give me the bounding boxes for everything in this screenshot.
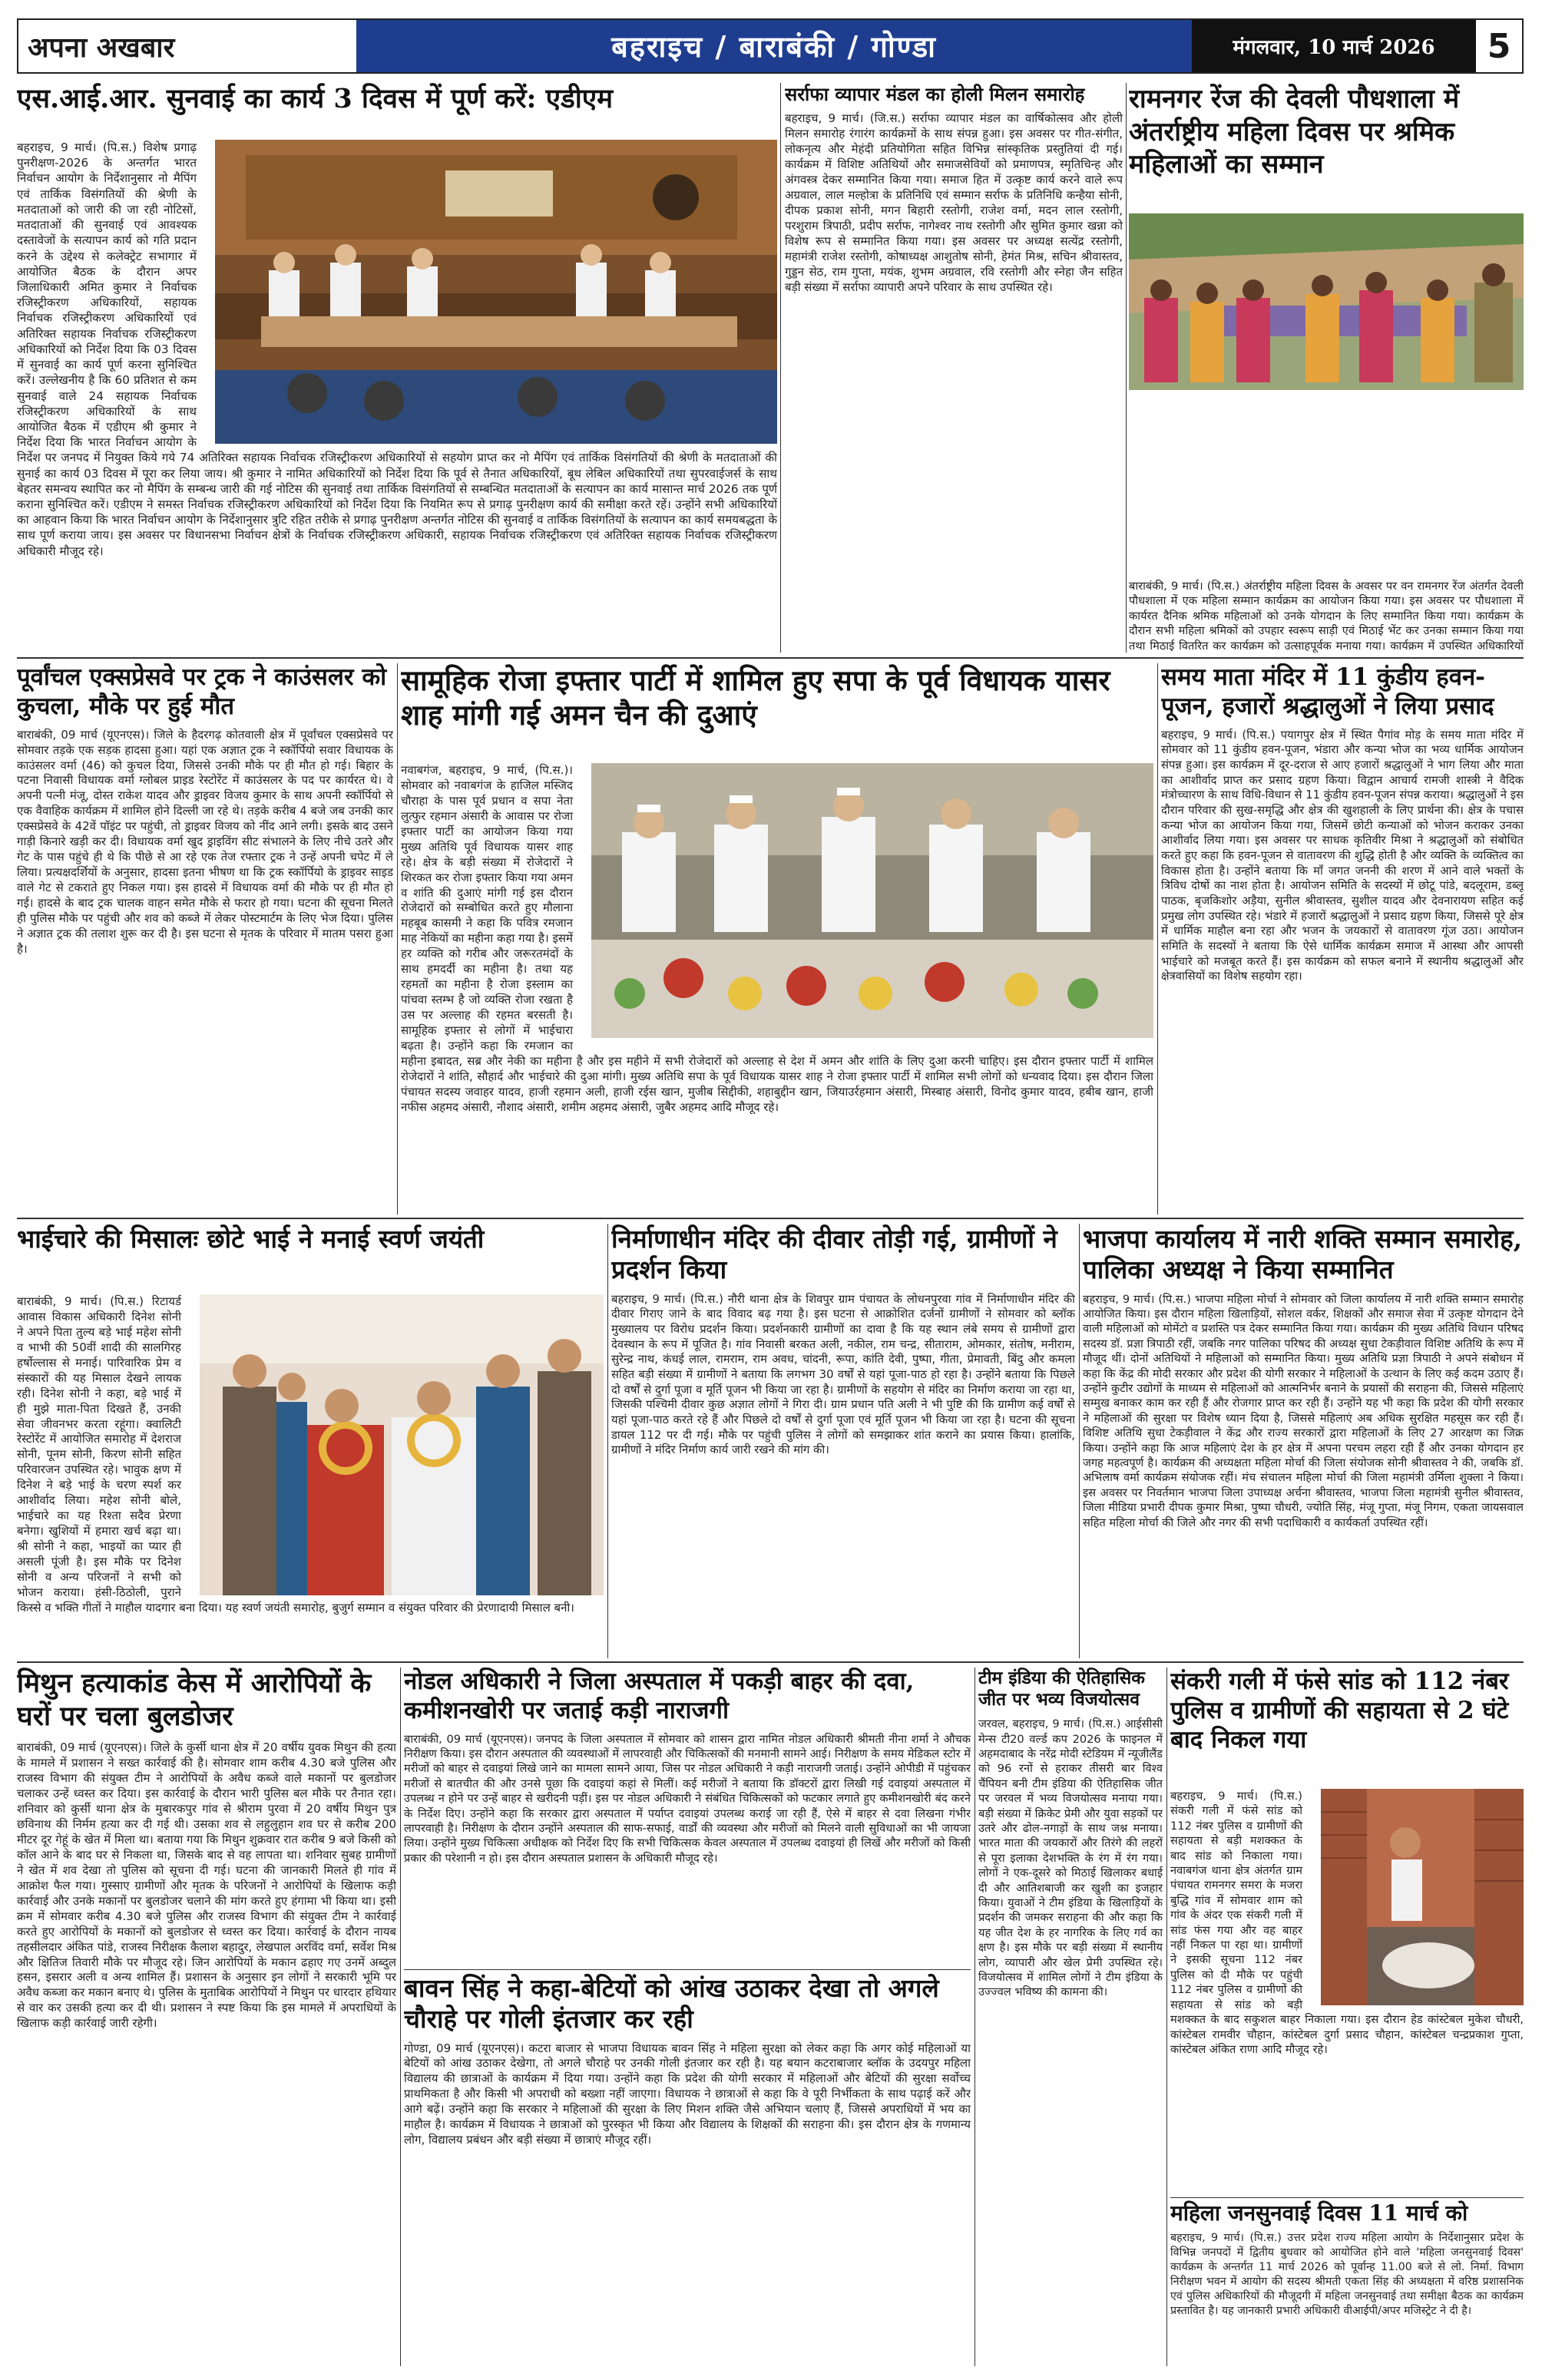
- headline: सामूहिक रोजा इफ्तार पार्टी में शामिल हुए सपा के पूर्व विधायक यासर शाह मांगी गई अमन चैन की दुआएं: [401, 663, 1110, 732]
- headline: भाईचारे की मिसालः छोटे भाई ने मनाई स्वर्ण जयंती: [17, 1224, 485, 1254]
- article-ramnagar-womens-day: [1129, 83, 1524, 653]
- headline: टीम इंडिया की ऐतिहासिक जीत पर भव्य विजयोत्सव: [978, 1668, 1145, 1711]
- article-golden-jubilee: [17, 1224, 604, 1658]
- headline: भाजपा कार्यालय में नारी शक्ति सम्मान समारोह, पालिका अध्यक्ष ने किया सम्मानित: [1083, 1224, 1523, 1285]
- headline: महिला जनसुनवाई दिवस 11 मार्च को: [1170, 2200, 1468, 2226]
- column-rule: [607, 1224, 608, 1658]
- divider: [1170, 2197, 1524, 2198]
- photo-spacer: [204, 140, 777, 448]
- masthead: [17, 18, 1524, 74]
- divider: [17, 1661, 1524, 1663]
- headline: नोडल अधिकारी ने जिला अस्पताल में पकड़ी बाहर की दवा, कमीशनखोरी पर जताई कड़ी नाराजगी: [404, 1668, 915, 1724]
- article-samay-mata-havan: [1161, 663, 1524, 1216]
- article-body: बहराइच, 9 मार्च। (पि.स.) संकरी गली में फंसे सांड को 112 नंबर पुलिस व ग्रामीणों की सहायता से बड़ी मशक्कत के बाद सांड को निकाला गया। नवाबगंज थाना क्षेत्र अंतर्गत ग्राम पंचायत रामनगर समरा के मजरा बुद्धि गांव में सोमवार शाम को गांव के अंदर एक संकरी गली में सांड फंस गया और वह बाहर नहीं निकल पा रहा था। ग्रामीणों ने इसकी सूचना 112 नंबर पुलिस को दी मौके पर पहुंची 112 नंबर पुलिस व ग्रामीणों की सहायता से सांड को बड़ी मशक्कत के बाद सकुशल बाहर निकाला गया। इस दौरान हेड कांस्टेबल मुकेश चौधरी, कांस्टेबल रामवीर चौहान, कांस्टेबल दुर्गा प्रसाद चौहान, कांस्टेबल चन्द्रप्रकाश गुप्ता, कांस्टेबल अंकित राणा आदि मौजूद रहे।: [1170, 1790, 1524, 2056]
- article-body: बहराइच, 9 मार्च। (पि.स.) उत्तर प्रदेश राज्य महिला आयोग के निर्देशानुसार प्रदेश के विभिन्न जनपदों में द्वितीय बुधवार को आयोजित होने वाले 'महिला जनसुनवाई दिवस' कार्यक्रम के अन्तर्गत 11 मार्च 2026 को पूर्वान्ह 11.00 बजे से लो. निर्मा. विभाग निरीक्षण भवन में आयोग की सदस्य श्रीमती एकता सिंह की अध्यक्षता में वरिष्ठ प्रशासनिक एवं पुलिस अधिकारियों की मौजूदगी में महिला जनसुनवाई तथा समीक्षा बैठक का कार्यक्रम प्रस्तावित है। यह जानकारी प्रभारी अधिकारी वीआईपी/अपर मजिस्ट्रेट ने दी है।: [1170, 2232, 1524, 2317]
- column-rule: [1079, 1224, 1080, 1658]
- article-body: बहराइच, 9 मार्च। (पि.स.) नौरी थाना क्षेत्र के शिवपुर ग्राम पंचायत के लोधनपुरवा गांव में निर्माणाधीन मंदिर की दीवार गिराए जाने के बाद विवाद बढ़ गया है। इस घटना से आक्रोशित दर्जनों ग्रामीणों ने सोमवार को ब्लॉक मुख्यालय पर विरोध प्रदर्शन किया। प्रदर्शनकारी ग्रामीणों का दावा है कि यह स्थान लंबे समय से ग्रामीणों द्वारा देवस्थान के रूप में पूजित है। गांव निवासी बरकत अली, नकील, राम चन्द्र, सीताराम, ओमकार, संतोष, मनीराम, सुरेन्द्र नाथ, कंधई लाल, रामराम, राम अवध, चांदनी, रूपा, कांति देवी, पुष्पा, गीता, प्रेमावती, बिंदु और कमला सहित बड़ी संख्या में ग्रामीणों ने बताया कि लगभग 30 वर्षों से यहां पूजा-पाठ हो रहा है। उन्होंने बताया कि पिछले दो वर्षों से दुर्गा पूजा व मूर्ति पूजन भी किया जा रहा है। ग्रामीणों के सहयोग से मंदिर का निर्माण कराया जा रहा था, जिसकी पश्चिमी दीवार कुछ अज्ञात लोगों ने गिरा दी। ग्राम प्रधान पति अली ने भी पुष्टि की कि ग्रामीण कई वर्षों से यहां पूजा-पाठ करते रहे हैं और पिछले दो वर्षों से दुर्गा पूजा एवं मूर्ति पूजन भी किया जा रहा है। घटना की सूचना डायल 112 पर दी गई। मौके पर पहुंची पुलिस ने लोगों को समझाकर शांत कराने का प्रयास किया। हालांकि, ग्रामीणों ने मंदिर निर्माण कार्य जारी रखने की मांग की।: [611, 1292, 1075, 1457]
- article-mithun-bulldozer: [17, 1668, 396, 2366]
- headline: निर्माणाधीन मंदिर की दीवार तोड़ी गई, ग्रामीणों ने प्रदर्शन किया: [611, 1224, 1057, 1285]
- issue-date: मंगलवार, 10 मार्च 2026: [1192, 20, 1476, 72]
- headline: रामनगर रेंज की देवली पौधशाला में अंतर्राष्ट्रीय महिला दिवस पर श्रमिक महिलाओं का सम्मान: [1129, 84, 1460, 180]
- article-body: नवाबगंज, बहराइच, 9 मार्च, (पि.स.)। सोमवार को नवाबगंज के हाजिल मस्जिद चौराहा के पास पूर्व प्रधान व सपा नेता लुत्फुर रहमान अंसारी के आवास पर रोजा इफ्तार पार्टी का आयोजन किया गया मुख्य अतिथि पूर्व विधायक यासर शाह रहे। क्षेत्र के बड़ी संख्या में रोजेदारों ने शिरकत कर रोजा इफ्तार किया गया अमन व शांति की दुआएं मांगी गई इस दौरान रोजेदारों को सम्बोधित करते हुए मौलाना महबूब कासमी ने कहा कि पवित्र रमजान माह नेकियों का महीना कहा गया है। इसमें हर व्यक्ति को गरीब और जरूरतमंदों के साथ हमदर्दी का महीना है। तथा यह रहमतों का महीना है रोजा इस्लाम का पांचवा स्तम्भ है जो व्यक्ति रोजा रखता है उस पर अल्लाह की रहमत बरसती है। सामूहिक इफ्तार से लोगों में भाईचारा बढ़ता है। उन्होंने कहा कि रमजान का महीना इबादत, सब्र और नेकी का महीना है और इस महीने में सभी रोजेदारों को अल्लाह से देश में अमन और शांति के लिए दुआ करनी चाहिए। इस दौरान इफ्तार पार्टी में शामिल रोजेदारों ने शांति, सौहार्द और भाईचारे की दुआ मांगी। मुख्य अतिथि सपा के पूर्व विधायक यासर शाह ने रोजा इफ्तार पार्टी में शामिल सभी लोगों को धन्यवाद दिया। इस दौरान जिला पंचायत सदस्य जवाहर यादव, हाजी रहमान अली, हाजी रईस खान, मुजीब सिद्दीकी, शहाबुद्दीन खान, जियाउर्रहमान अंसारी, मिस्बाह अंसारी, विनोद कुमार यादव, हबीब खान, हाजी नफीस अहमद अंसारी, नौशाद अंसारी, शमीम अहमद अंसारी, जुबैर अहमद आदि मौजूद रहे।: [401, 763, 1153, 1114]
- article-expressway-accident: [17, 663, 393, 1216]
- article-temple-wall: [611, 1224, 1075, 1658]
- column-rule: [1157, 663, 1158, 1215]
- page-number: 5: [1487, 26, 1511, 66]
- article-sarrafa-holi: [785, 83, 1123, 653]
- article-iftar-party: [401, 663, 1153, 1216]
- photo-spacer: [581, 763, 1153, 1043]
- article-nari-shakti: [1083, 1224, 1524, 1658]
- paper-name: अपना अखबार: [28, 31, 175, 64]
- article-body: बाराबंकी, 9 मार्च। (पि.स.) अंतर्राष्ट्रीय महिला दिवस के अवसर पर वन रामनगर रेंज अंतर्गत देवली पौधशाला में एक महिला सम्मान कार्यक्रम का आयोजन किया गया। इस अवसर पर पौधशाला में कार्यरत दैनिक श्रमिक महिलाओं को उनके योगदान के लिए सम्मानित किया गया। कार्यक्रम के दौरान सभी महिला श्रमिकों को उपहार स्वरूप साड़ी एवं मिठाई भेंट कर उनका सम्मान किया गया तथा मिठाई वितरित कर कार्यक्रम को उत्साहपूर्वक मनाया गया। कार्यक्रम में उपस्थित अधिकारियों: [1129, 398, 1524, 653]
- article-body: बाराबंकी, 09 मार्च (यूएनएस)। जनपद के जिला अस्पताल में सोमवार को शासन द्वारा नामित नोडल अधिकारी श्रीमती नीना शर्मा ने औचक निरीक्षण किया। इस दौरान अस्पताल की व्यवस्थाओं में लापरवाही और चिकित्सकों की मनमानी सामने आई। निरीक्षण के समय मेडिकल स्टोर में मरीजों को बाहर से दवाइयां लिखे जाने का मामला सामने आया, जिस पर नोडल अधिकारी ने कड़ी नाराजगी जताई। उन्होंने ओपीडी में पहुंचकर मरीजों से बातचीत की और उनसे पूछा कि दवाइयां कहां से मिलीं। कई मरीजों ने बताया कि डॉक्टरों द्वारा लिखी गई दवाइयां अस्पताल में उपलब्ध न होने पर उन्हें बाहर से खरीदनी पड़ीं। इस पर नोडल अधिकारी ने संबंधित चिकित्सकों को फटकार लगाते हुए कमीशनखोरी बंद करने के निर्देश दिए। उन्होंने कहा कि सरकार द्वारा अस्पताल में पर्याप्त दवाइयां उपलब्ध कराई जा रही हैं, ऐसे में बाहर से दवा लिखना गंभीर लापरवाही है। निरीक्षण के दौरान उन्होंने अस्पताल की साफ-सफाई, वार्डों की व्यवस्था और मरीजों को मिलने वाली सुविधाओं का भी जायजा लिया। उन्होंने मुख्य चिकित्सा अधीक्षक को निर्देश दिए कि सभी चिकित्सक केवल अस्पताल में उपलब्ध दवाइयां ही लिखें और मरीजों को किसी प्रकार की परेशानी न हो। इस दौरान अस्पताल प्रशासन के अधिकारी मौजूद रहे।: [404, 1732, 971, 1865]
- headline: सर्राफा व्यापार मंडल का होली मिलन समारोह: [785, 83, 1085, 105]
- headline: समय माता मंदिर में 11 कुंडीय हवन-पूजन, हजारों श्रद्धालुओं ने लिया प्रसाद: [1161, 663, 1494, 720]
- photo-spacer: [189, 1294, 604, 1600]
- headline: मिथुन हत्याकांड केस में आरोपियों के घरों पर चला बुलडोजर: [17, 1668, 372, 1732]
- article-body: बाराबंकी, 9 मार्च। (पि.स.) रिटायर्ड आवास विकास अधिकारी दिनेश सोनी ने अपने पिता तुल्य बड़े भाई महेश सोनी व भाभी की 50वीं शादी की सालगिरह हर्षोल्लास से मनाई। पारिवारिक प्रेम व संस्कारों की यह मिसाल देखने लायक रही। दिनेश सोनी ने कहा, बड़े भाई में ही मुझे माता-पिता दिखते हैं, उनकी सेवा जीवनभर करता रहूंगा। क्वालिटी रेस्टोरेंट में आयोजित समारोह में देशराज सोनी, पूनम सोनी, किरण सोनी सहित परिवारजन उपस्थित रहे। भावुक क्षण में दिनेश ने बड़े भाई के चरण स्पर्श कर आशीर्वाद लिया। महेश सोनी बोले, भाईचारे का यह रिश्ता सदैव प्रेरणा बनेगा। खुशियों में हमारा खर्च बढ़ा था। श्री सोनी ने कहा, भाइयों का प्यार ही असली पूंजी है। इस मौके पर दिनेश सोनी व अन्य परिजनों ने सभी को भोजन कराया। हंसी-ठिठोली, पुराने किस्से व भक्ति गीतों ने माहौल यादगार बना दिया। यह स्वर्ण जयंती समारोह, बुजुर्ग सम्मान व संयुक्त परिवार की प्रेरणादायी मिसाल बनी।: [17, 1294, 604, 1616]
- photo-spacer: [1310, 1789, 1524, 2010]
- women-honour-photo: [1129, 213, 1524, 390]
- article-team-india: [978, 1668, 1163, 2366]
- article-body: जरवल, बहराइच, 9 मार्च। (पि.स.) आईसीसी मेन्स टी20 वर्ल्ड कप 2026 के फाइनल में अहमदाबाद के नरेंद्र मोदी स्टेडियम में न्यूजीलैंड को 96 रनों से हराकर तीसरी बार विश्व चैंपियन बनी टीम इंडिया की ऐतिहासिक जीत पर जरवल में भव्य विजयोत्सव मनाया गया। बड़ी संख्या में क्रिकेट प्रेमी और युवा सड़कों पर उतरे और ढोल-नगाड़ों के साथ जश्न मनाया। भारत माता की जयकारों और तिरंगे की लहरों से पूरा इलाका देशभक्ति के रंग में रंग गया। लोगों ने एक-दूसरे को मिठाई खिलाकर बधाई दी और आतिशबाजी कर खुशी का इजहार किया। युवाओं ने टीम इंडिया के खिलाड़ियों के प्रदर्शन की जमकर सराहना की और कहा कि यह जीत देश के हर नागरिक के लिए गर्व का क्षण है। इस मौके पर बड़ी संख्या में स्थानीय लोग, व्यापारी और खेल प्रेमी उपस्थित रहे। विजयोत्सव में शामिल लोगों ने टीम इंडिया के उज्ज्वल भविष्य की कामना की।: [978, 1717, 1163, 1999]
- article-body: बहराइच, 9 मार्च। (पि.स.) भाजपा महिला मोर्चा ने सोमवार को जिला कार्यालय में नारी शक्ति सम्मान समारोह आयोजित किया। इस दौरान महिला खिलाड़ियों, सोशल वर्कर, शिक्षकों और समाज सेवा में उत्कृष्ट योगदान देने वाली महिलाओं को मोमेंटो व प्रशस्ति पत्र देकर सम्मानित किया गया। कार्यक्रम की मुख्य अतिथि विधान परिषद सदस्य डॉ. प्रज्ञा त्रिपाठी रहीं, जबकि नगर पालिका परिषद की अध्यक्ष सुधा टेकड़ीवाल विशिष्ट अतिथि के रूप में मौजूद थीं। दोनों अतिथियों ने महिलाओं को सम्मानित किया। मुख्य अतिथि प्रज्ञा त्रिपाठी ने अपने संबोधन में कहा कि केंद्र की मोदी सरकार और प्रदेश की योगी सरकार ने महिलाओं के उत्थान के लिए कई कदम उठाए हैं। उन्होंने कुटीर उद्योगों के माध्यम से महिलाओं को आत्मनिर्भर बनाने के प्रयासों की सराहना की, जिससे महिलाएं सम्मुख बनाकर काम कर रही हैं और रोजगार प्राप्त कर रही हैं। उन्होंने यह भी कहा कि प्रदेश की योगी सरकार ने महिलाओं की सुरक्षा पर विशेष ध्यान दिया है, जिससे महिलाएं अब अधिक सुरक्षित महसूस कर रही हैं। विशिष्ट अतिथि सुधा टेकड़ीवाल ने केंद्र और राज्य सरकारों द्वारा महिलाओं के लिए 27 आरक्षण का जिक्र किया। उन्होंने कहा कि आज महिलाएं देश के हर क्षेत्र में अपना परचम लहरा रही हैं और उनका योगदान हर जगह महत्वपूर्ण है। कार्यक्रम की अध्यक्षता महिला मोर्चा की जिला संयोजक सोनी श्रीवास्तव ने की, जबकि डॉ. अभिलाष वर्मा कार्यक्रम संयोजक रहीं। मंच संचालन महिला मोर्चा की जिला महामंत्री उर्मिला शुक्ला ने किया। इस अवसर पर निवर्तमान भाजपा जिला उपाध्यक्ष अर्चना श्रीवास्तव, भाजपा जिला महामंत्री सुनील श्रीवास्तव, जिला मीडिया प्रभारी दीपक कुमार मिश्रा, पुष्पा चौधरी, ज्योति सिंह, मंजू गुप्ता, मंजू निगम, एकता जायसवाल सहित महिला मोर्चा की जिले और नगर की सभी पदाधिकारी व कार्यकर्ता उपस्थित रहीं।: [1083, 1292, 1524, 1529]
- article-mahila-jansunvai: [1170, 2200, 1524, 2366]
- column-rule: [1126, 83, 1127, 653]
- article-nodal-officer: [404, 1668, 971, 1965]
- article-body: बहराइच, 9 मार्च। (जि.स.) सर्राफा व्यापार मंडल का वार्षिकोत्सव और होली मिलन समारोह रंगारंग कार्यक्रमों के साथ संपन्न हुआ। इस अवसर पर गीत-संगीत, लोकनृत्य और मेहंदी प्रतियोगिता सहित विभिन्न सांस्कृतिक प्रस्तुतियां दी गई। कार्यक्रम में विशिष्ट अतिथियों और समाजसेवियों को प्रमाणपत्र, स्मृतिचिन्ह और अंगवस्त्र देकर सम्मानित किया गया। समाज हित में उत्कृष्ट कार्य करने वाले रूप अग्रवाल, लाल मल्होत्रा के प्रतिनिधि एवं सम्मान सर्राफ के प्रतिनिधि कन्हैया सोनी, दीपक प्रकाश सोनी, मगन बिहारी रस्तोगी, राजेश वर्मा, मदन लाल रस्तोगी, परशुराम त्रिपाठी, प्रदीप सर्राफ, नागेश्वर नाथ रस्तोगी और सुमित कुमार खन्ना को विशेष रूप से सम्मानित किया गया। इस अवसर पर अध्यक्ष सत्येंद्र रस्तोगी, महामंत्री राजेश रस्तोगी, कोषाध्यक्ष आशुतोष सोनी, हेमंत मिश्र, सचिन श्रीवास्तव, गुड्डन सेठ, राम गुप्ता, मयंक, शुभम अग्रवाल, रवि रस्तोगी और स्नेहा जैन सहित बड़ी संख्या में सर्राफा व्यापारी अपने परिवार के साथ उपस्थित रहे।: [785, 111, 1123, 294]
- photo-spacer: [1129, 398, 1524, 579]
- headline: संकरी गली में फंसे सांड को 112 नंबर पुलिस व ग्रामीणों की सहायता से 2 घंटे बाद निकल गया: [1170, 1668, 1509, 1754]
- column-rule: [1166, 1668, 1167, 2366]
- column-rule: [780, 83, 781, 653]
- article-body: बहराइच, 9 मार्च। (पि.स.) विशेष प्रगाढ़ पुनरीक्षण-2026 के अन्तर्गत भारत निर्वाचन आयोग के निर्देशानुसार नो मैपिंग एवं तार्किक विसंगतियों की श्रेणी के मतदाताओं को जारी की जा रही नोटिसों, मतदाताओं की सुनवाई एवं आवश्यक दस्तावेजों के सत्यापन कार्य को गति प्रदान करने के उद्देश्य से कलेक्ट्रेट सभागार में आयोजित बैठक के दौरान अपर जिलाधिकारी अमित कुमार ने निर्वाचक रजिस्ट्रीकरण अधिकारियों, सहायक निर्वाचक रजिस्ट्रीकरण अधिकारियों एवं अतिरिक्त सहायक निर्वाचक रजिस्ट्रीकरण अधिकारियों को निर्देश दिया कि 03 दिवस में सुनवाई का कार्य पूर्ण करना सुनिश्चित करें। उल्लेखनीय है कि 60 प्रतिशत से कम सुनवाई वाले 24 सहायक निर्वाचक रजिस्ट्रीकरण अधिकारियों के साथ आयोजित बैठक में एडीएम श्री कुमार ने निर्देश दिया कि भारत निर्वाचन आयोग के निर्देश पर जनपद में नियुक्त किये गये 74 अतिरिक्त सहायक निर्वाचक रजिस्ट्रीकरण अधिकारियों से सहयोग प्राप्त कर नो मैपिंग एवं तार्किक विसंगतियों की श्रेणी के मतदाताओं की सुनाई का कार्य 03 दिवस में पूरा कर लिया जाय। श्री कुमार ने नामित अधिकारियों को निर्देश दिया कि पूर्व से तैनात अधिकारियों, बूथ लेबिल अधिकारियों तथा सुपरवाईजर्स के साथ बेहतर समन्वय स्थापित कर नो मैपिंग के सम्बन्ध जारी की गई नोटिस की सुनवाई तथा तार्किक विसंगतियों से सम्बन्धित मतदाताओं के सत्यापन का कार्य मासान्त मार्च 2026 तक पूर्ण कराना सुनिश्चित करें। एडीएम ने समस्त निर्वाचक रजिस्ट्रीकरण अधिकारियों को निर्देश दिया कि नियमित रूप से प्रगाढ़ पुनरीक्षण कार्य की समीक्षा करते रहें। उन्होंने सभी अधिकारियों का आहवान किया कि भारत निर्वाचन आयोग के निर्देशानुसार त्रुटि रहित तरीके से प्रगाढ़ पुनरीक्षण अन्तर्गत नोटिस की सुनवाई व तार्किक विसंगतियों के सत्यापन का कार्य समयबद्धता के साथ पूर्ण कराया जाय। इस अवसर पर विधानसभा निर्वाचन क्षेत्रों के निर्वाचक रजिस्ट्रीकरण अधिकारी, सहायक निर्वाचक रजिस्ट्रीकरण एवं अतिरिक्त सहायक निर्वाचक रजिस्ट्रीकरण अधिकारी मौजूद रहे।: [17, 140, 777, 558]
- column-rule: [397, 663, 398, 1215]
- divider: [17, 657, 1524, 659]
- headline: बावन सिंह ने कहा-बेटियों को आंख उठाकर देखा तो अगले चौराहे पर गोली इंतजार कर रही: [404, 1973, 939, 2035]
- column-rule: [400, 1668, 401, 2366]
- article-bull-rescue: [1170, 1668, 1524, 2196]
- article-sir-hearing: [17, 83, 777, 653]
- headline: पूर्वांचल एक्सप्रेसवे पर ट्रक ने काउंसलर को कुचला, मौके पर हुई मौत: [17, 663, 387, 720]
- article-bawan-singh: [404, 1973, 971, 2366]
- edition-banner: बहराइच / बाराबंकी / गोण्डा: [356, 20, 1192, 72]
- article-body: गोण्डा, 09 मार्च (यूएनएस)। कटरा बाजार से भाजपा विधायक बावन सिंह ने महिला सुरक्षा को लेकर कहा कि अगर कोई महिलाओं या बेटियों को आंख उठाकर देखेगा, तो अगले चौराहे पर उनकी गोली इंतजार कर रही है। यह बयान कटराबाजार ब्लॉक के उदयपुर महिला विद्यालय की छात्राओं के कार्यक्रम में दिया गया। उन्होंने कहा कि प्रदेश की योगी सरकार में महिलाओं और बेटियों की सुरक्षा सर्वोच्च प्राथमिकता है और किसी भी अपराधी को बख्शा नहीं जाएगा। विधायक ने छात्राओं से कहा कि वे पूरी निर्भीकता के साथ पढ़ाई करें और आगे बढ़ें। उन्होंने कहा कि सरकार ने महिलाओं की सुरक्षा के लिए मिशन शक्ति जैसे अभियान चलाए हैं, जिससे अपराधियों में भय का माहौल है। कार्यक्रम में विधायक ने छात्राओं को पुरस्कृत भी किया और विद्यालय के शिक्षकों की सराहना की। इस दौरान क्षेत्र के गणमान्य लोग, विद्यालय प्रबंधन और बड़ी संख्या में छात्राएं मौजूद रहीं।: [404, 2041, 971, 2147]
- divider: [404, 1969, 971, 1970]
- headline: एस.आई.आर. सुनवाई का कार्य 3 दिवस में पूर्ण करें: एडीएम: [17, 83, 614, 114]
- article-body: बाराबंकी, 09 मार्च (यूएनएस)। जिले के हैदरगढ़ कोतवाली क्षेत्र में पूर्वांचल एक्सप्रेसवे पर सोमवार तड़के एक सड़क हादसा हुआ। यहां एक अज्ञात ट्रक ने स्कॉर्पियो सवार विधायक के काउंसलर वर्मा (46) को कुचल दिया, जिससे उनकी मौके पर ही मौत हो गई। बिहार के पटना निवासी विधायक वर्मा ग्लोबल प्राइड रेस्टोरेंट में काउंसलर के पद पर कार्यरत थे। वे अपनी पत्नी मंजू, दोस्त राकेश यादव और ड्राइवर विजय कुमार के साथ अपनी स्कॉर्पियो से एक वैवाहिक कार्यक्रम में शामिल होने दिल्ली जा रहे थे। तड़के करीब 4 बजे जब उनकी कार एक्सप्रेसवे के 42वें पॉइंट पर पहुंची, तो ड्राइवर विजय को नींद आने लगी। इसके बाद उसने गाड़ी किनारे खड़ी कर दी। विधायक वर्मा खुद ड्राइविंग सीट संभालने के लिए नीचे उतरे और गेट के पास पहुंचे ही थे कि पीछे से आ रहे एक तेज रफ्तार ट्रक ने उन्हें अपनी चपेट में ले लिया। प्रत्यक्षदर्शियों के अनुसार, हादसा इतना भीषण था कि ट्रक स्कॉर्पियो के ड्राइवर साइड वाले गेट से टकराते हुए निकल गया। इस हादसे में विधायक वर्मा की मौके पर ही मौत हो गई। हादसे के बाद ट्रक चालक वाहन समेत मौके से फरार हो गया। घटना की सूचना मिलते ही पुलिस मौके पर पहुंची और शव को कब्जे में लेकर पोस्टमार्टम के लिए भेज दिया। पुलिस ने अज्ञात ट्रक की तलाश शुरू कर दी है। इस घटना से मृतक के परिवार में मातम पसरा हुआ है।: [17, 727, 393, 956]
- article-body: बाराबंकी, 09 मार्च (यूएनएस)। जिले के कुर्सी थाना क्षेत्र में 20 वर्षीय युवक मिथुन की हत्या के मामले में प्रशासन ने सख्त कार्रवाई की है। सोमवार शाम करीब 4.30 बजे पुलिस और राजस्व विभाग की संयुक्त टीम ने आरोपियों के अवैध कब्जे वाले मकानों पर बुलडोजर चलाकर उन्हें ध्वस्त कर दिया। इस कार्रवाई के दौरान भारी पुलिस बल मौके पर तैनात रहा। शनिवार को कुर्सी थाना क्षेत्र के मुबारकपुर गांव से श्रीराम पुरवा में 20 वर्षीय मिथुन पुत्र छविनाथ की निर्मम हत्या कर दी गई थी। उसका शव से लहुलुहान शव घर से करीब 200 मीटर दूर गेहूं के खेत में मिला था। बताया गया कि मिथुन शुक्रवार रात करीब 9 बजे किसी को कॉल आने के बाद घर से निकला था, जिसके बाद से वह लापता था। शनिवार सुबह ग्रामीणों ने खेत में शव देखा तो पुलिस को सूचना दी गई। घटना की जानकारी मिलते ही गांव में आक्रोश फैल गया। गुस्साए ग्रामीणों और मृतक के परिजनों ने आरोपियों के खिलाफ कड़ी कार्रवाई और उनके मकानों पर बुलडोजर चलाने की मांग करते हुए हंगामा भी किया था। इसी क्रम में सोमवार करीब 4.30 बजे पुलिस और राजस्व विभाग की संयुक्त टीम ने कार्रवाई करते हुए आरोपियों के मकानों को बुलडोजर से ध्वस्त कर दिया। कार्रवाई के दौरान नायब तहसीलदार अंकित पांडे, राजस्व निरीक्षक कैलाश बहादुर, लेखपाल अरविंद वर्मा, सर्वेश मिश्र और क्षितिज तिवारी मौके पर मौजूद रहे। जिन आरोपियों के मकान ढहाए गए उनमें अब्दुल हसन, इसरार अली व अन्य शामिल हैं। प्रशासन के अनुसार इन लोगों ने सरकारी भूमि पर अवैध कब्जा कर मकान बनाए थे। पुलिस के मुताबिक आरोपियों ने मिथुन पर धारदार हथियार से वार कर उसकी हत्या कर दी थी। प्रशासन ने स्पष्ट किया कि इस मामले में अपराधियों के खिलाफ कड़ी कार्रवाई जारी रहेगी।: [17, 1740, 396, 2031]
- divider: [17, 1218, 1524, 1219]
- article-body: बहराइच, 9 मार्च। (पि.स.) पयागपुर क्षेत्र में स्थित पैगांव मोड़ के समय माता मंदिर में सोमवार को 11 कुंडीय हवन-पूजन, भंडारा और कन्या भोज का भव्य धार्मिक आयोजन संपन्न हुआ। इस कार्यक्रम में दूर-दराज से आए हजारों श्रद्धालुओं ने भाग लिया और माता का आशीर्वाद प्राप्त कर प्रसाद ग्रहण किया। विद्वान आचार्य रामजी शास्त्री ने वैदिक मंत्रोच्चारण के साथ विधि-विधान से 11 कुंडीय हवन-पूजन संपन्न कराया। श्रद्धालुओं ने इस दौरान परिवार की सुख-समृद्धि और क्षेत्र की खुशहाली के लिए प्रार्थना की। क्षेत्र के पचास कन्या भोज का आयोजन किया गया, जिसमें छोटी कन्याओं को भोजन कराकर उनका आशीर्वाद लिया गया। इस अवसर पर साधक कृतिवीर मिश्रा ने श्रद्धालुओं को संबोधित करते हुए कहा कि हवन-पूजन से वातावरण की शुद्धि होती है और व्यक्ति के व्यक्तित्व का विकास होता है। उन्होंने बताया कि माँ जगत जननी की शरण में आने वाले भक्तों के त्रिविध दोषों का नाश होता है। आयोजन समिति के सदस्यों में छोटू पांडे, बदलूराम, डब्लू पाठक, बृजकिशोर अड़ैया, सुनील श्रीवास्तव, सुशील यादव और देवनारायण सहित कई प्रमुख लोग उपस्थित रहे। भंडारे में हजारों श्रद्धालुओं ने प्रसाद ग्रहण किया, जिससे पूरे क्षेत्र में धार्मिक माहौल बना रहा और भजन के जयकारों से वातावरण गूंज उठा। आयोजन समिति के सदस्यों ने बताया कि ऐसे धार्मिक कार्यक्रम समाज में आस्था और आपसी भाईचारे को मजबूत करते हैं। इस कार्यक्रम को सफल बनाने में स्थानीय श्रद्धालुओं और क्षेत्रवासियों का विशेष सहयोग रहा।: [1161, 728, 1524, 983]
